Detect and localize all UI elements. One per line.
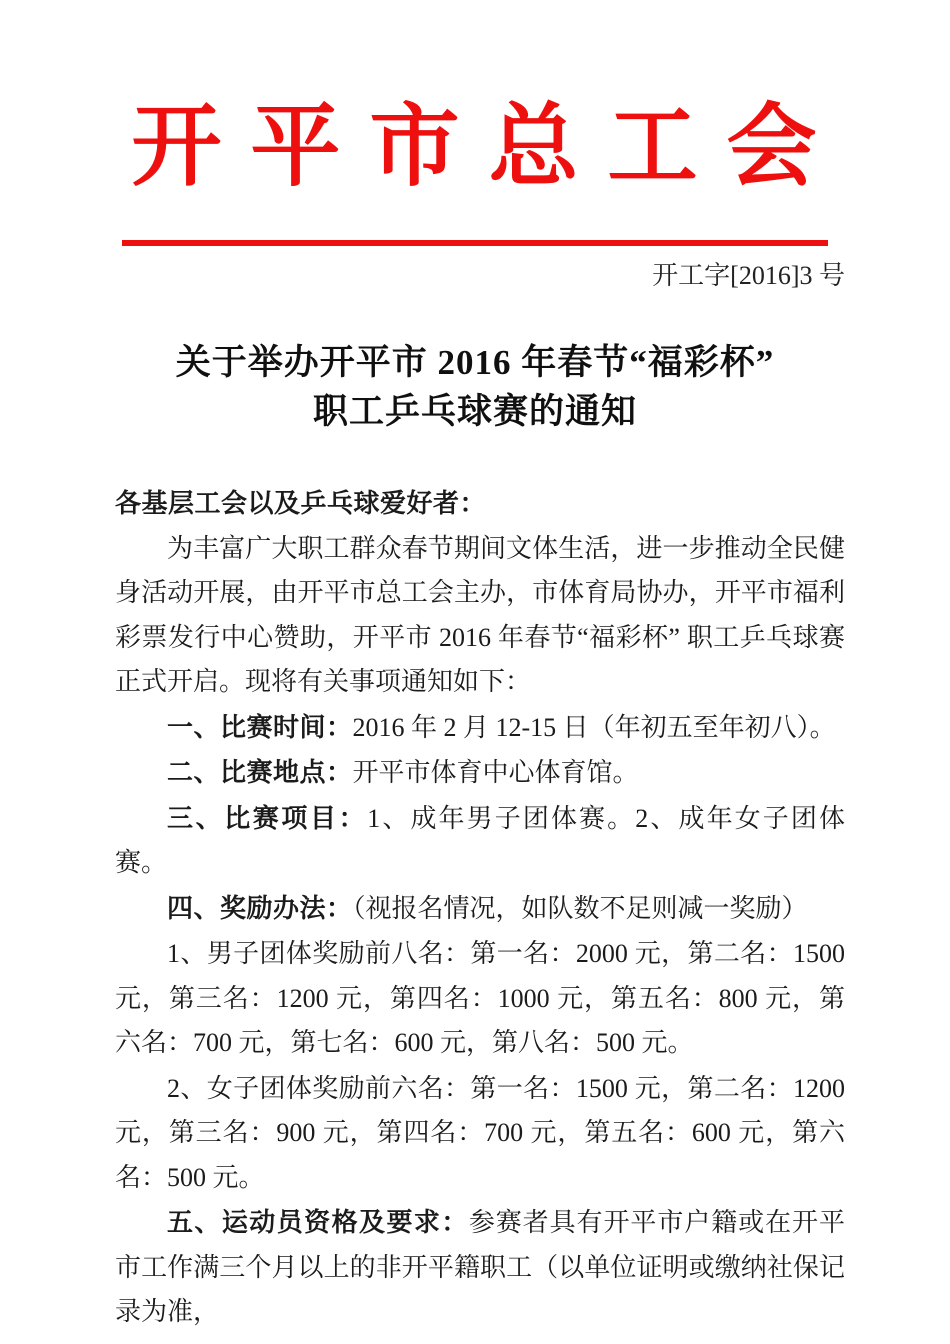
body-paragraph xyxy=(115,796,845,886)
body-paragraph xyxy=(115,526,845,705)
org-name: 开 平 市 总 工 会 xyxy=(131,97,819,197)
body-paragraph xyxy=(115,750,845,796)
body-paragraph xyxy=(115,886,845,932)
section-label: 一、比赛时间： xyxy=(167,711,353,742)
salutation: 各基层工会以及乒乓球爱好者： xyxy=(115,488,487,519)
document-body xyxy=(115,481,845,1335)
doc-number: 开工字[2016]3 号 xyxy=(652,261,845,291)
section-label: 五、运动员资格及要求： xyxy=(167,1207,469,1238)
header-divider xyxy=(122,240,828,246)
section-label: 二、比赛地点： xyxy=(167,757,353,788)
section-label: 三、比赛项目： xyxy=(167,802,368,833)
paragraph-text: 为丰富广大职工群众春节期间文体生活，进一步推动全民健身活动开展，由开平市总工会主办，市体育局协办，开平市福利彩票发行中心赞助，开平市 2016 年春节“福彩杯” 职工乒乓球赛正式开启。现将有关事项通知如下： xyxy=(115,533,845,697)
doc-title xyxy=(60,338,890,436)
body-paragraph xyxy=(115,1200,845,1335)
paragraph-text: 1、成年男子团体赛。2、成年女子团体赛。 xyxy=(115,803,845,878)
paragraph-text: （视报名情况，如队数不足则减一奖励） xyxy=(352,893,808,923)
doc-title-line1: 关于举办开平市 2016 年春节“福彩杯” xyxy=(175,343,775,383)
doc-title-line2: 职工乒乓球赛的通知 xyxy=(312,392,637,432)
paragraph-text: 参赛者具有开平市户籍或在开平市工作满三个月以上的非开平籍职工（以单位证明或缴纳社保记录为准， xyxy=(115,1208,845,1327)
body-paragraph xyxy=(115,1066,845,1201)
paragraph-text: 开平市体育中心体育馆。 xyxy=(352,758,639,788)
paragraph-text: 1、男子团体奖励前八名：第一名：2000 元，第二名：1500 元，第三名：1200 元，第四名：1000 元，第五名：800 元，第六名：700 元，第七名：600 元，第八名：500 元。 xyxy=(115,939,845,1058)
body-paragraph xyxy=(115,931,845,1066)
paragraph-text: 2016 年 2 月 12-15 日（年初五至年初八）。 xyxy=(352,712,836,742)
paragraph-text: 2、女子团体奖励前六名：第一名：1500 元，第二名：1200 元，第三名：900 元，第四名：700 元，第五名：600 元，第六名：500 元。 xyxy=(115,1073,845,1192)
body-paragraph xyxy=(115,705,845,751)
section-label: 四、奖励办法： xyxy=(167,892,353,923)
